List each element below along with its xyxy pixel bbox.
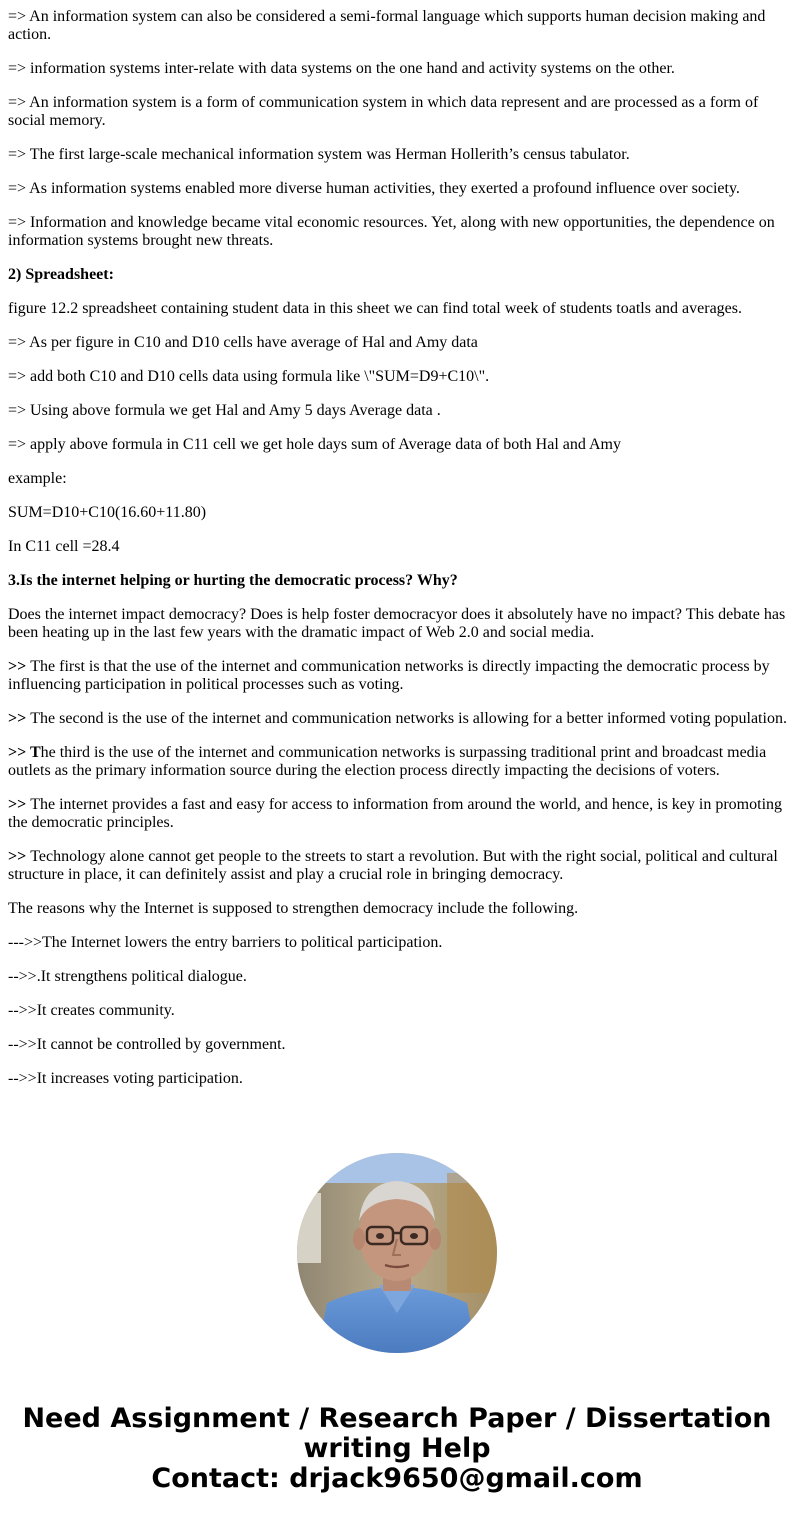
bullet-marker: >> T xyxy=(8,744,41,761)
bullet-paragraph xyxy=(8,658,788,694)
list-item: --->>The Internet lowers the entry barriers to political participation. xyxy=(8,934,443,951)
paragraph-text: The internet provides a fast and easy for access to information from around the world, and hence, is key in promoting the democratic principles. xyxy=(8,796,783,831)
bullet-marker: >> xyxy=(8,796,31,813)
bullet-paragraph xyxy=(8,848,788,884)
author-photo xyxy=(297,1153,497,1353)
section-heading: 2) Spreadsheet: xyxy=(8,266,114,283)
paragraph: => information systems inter-relate with data systems on the one hand and activity systems on the other. xyxy=(8,60,675,77)
paragraph-text: The second is the use of the internet and communication networks is allowing for a better informed voting population. xyxy=(30,710,787,727)
paragraph: SUM=D10+C10(16.60+11.80) xyxy=(8,504,207,521)
paragraph: figure 12.2 spreadsheet containing student data in this sheet we can find total week of students toatls and averages. xyxy=(8,300,743,317)
bullet-marker: >> xyxy=(8,710,31,727)
paragraph-text: Technology alone cannot get people to the streets to start a revolution. But with the right social, political and cultural structure in place, it can definitely assist and play a crucial role in bringing democracy. xyxy=(8,848,778,883)
footer-contact: Contact: drjack9650@gmail.com xyxy=(151,1463,643,1494)
list-item: -->>It increases voting participation. xyxy=(8,1070,243,1087)
section-heading: 3.Is the internet helping or hurting the democratic process? Why? xyxy=(8,572,458,589)
paragraph: => Information and knowledge became vital economic resources. Yet, along with new opportunities, the dependence on information systems brought new threats. xyxy=(8,214,775,249)
paragraph: example: xyxy=(8,470,67,487)
footer-line: writing Help xyxy=(303,1433,491,1464)
paragraph: Does the internet impact democracy? Does is help foster democracyor does it absolutely have no impact? This debate has been heating up in the last few years with the dramatic impact of Web 2.0 and social media. xyxy=(8,606,786,641)
document-body xyxy=(8,8,788,1104)
paragraph: => As per figure in C10 and D10 cells have average of Hal and Amy data xyxy=(8,334,478,351)
list-item: -->>It creates community. xyxy=(8,1002,175,1019)
bullet-marker: >> xyxy=(8,848,31,865)
paragraph-text: he third is the use of the internet and communication networks is surpassing traditional print and broadcast media outlets as the primary information source during the election process directly impacting the decisions of voters. xyxy=(8,744,767,779)
paragraph: => As information systems enabled more diverse human activities, they exerted a profound influence over society. xyxy=(8,180,740,197)
footer-line: Need Assignment / Research Paper / Dissertation xyxy=(22,1403,772,1434)
paragraph: => add both C10 and D10 cells data using formula like \"SUM=D9+C10\". xyxy=(8,368,490,385)
bullet-paragraph xyxy=(8,796,788,832)
paragraph-text: The first is that the use of the internet and communication networks is directly impacting the democratic process by influencing participation in political processes such as voting. xyxy=(8,658,770,693)
paragraph: => Using above formula we get Hal and Amy 5 days Average data . xyxy=(8,402,441,419)
bullet-marker: >> xyxy=(8,658,31,675)
bullet-paragraph xyxy=(8,744,788,780)
paragraph: In C11 cell =28.4 xyxy=(8,538,120,555)
portrait-illustration xyxy=(297,1153,497,1353)
paragraph: => An information system is a form of communication system in which data represent and are processed as a form of social memory. xyxy=(8,94,759,129)
paragraph: => An information system can also be considered a semi-formal language which supports human decision making and action. xyxy=(8,8,766,43)
contact-footer xyxy=(0,1404,794,1494)
paragraph: => The first large-scale mechanical information system was Herman Hollerith’s census tabulator. xyxy=(8,146,630,163)
paragraph: The reasons why the Internet is supposed to strengthen democracy include the following. xyxy=(8,900,579,917)
list-item: -->>.It strengthens political dialogue. xyxy=(8,968,247,985)
paragraph: => apply above formula in C11 cell we get hole days sum of Average data of both Hal and Amy xyxy=(8,436,621,453)
bullet-paragraph xyxy=(8,710,788,728)
list-item: -->>It cannot be controlled by government. xyxy=(8,1036,286,1053)
